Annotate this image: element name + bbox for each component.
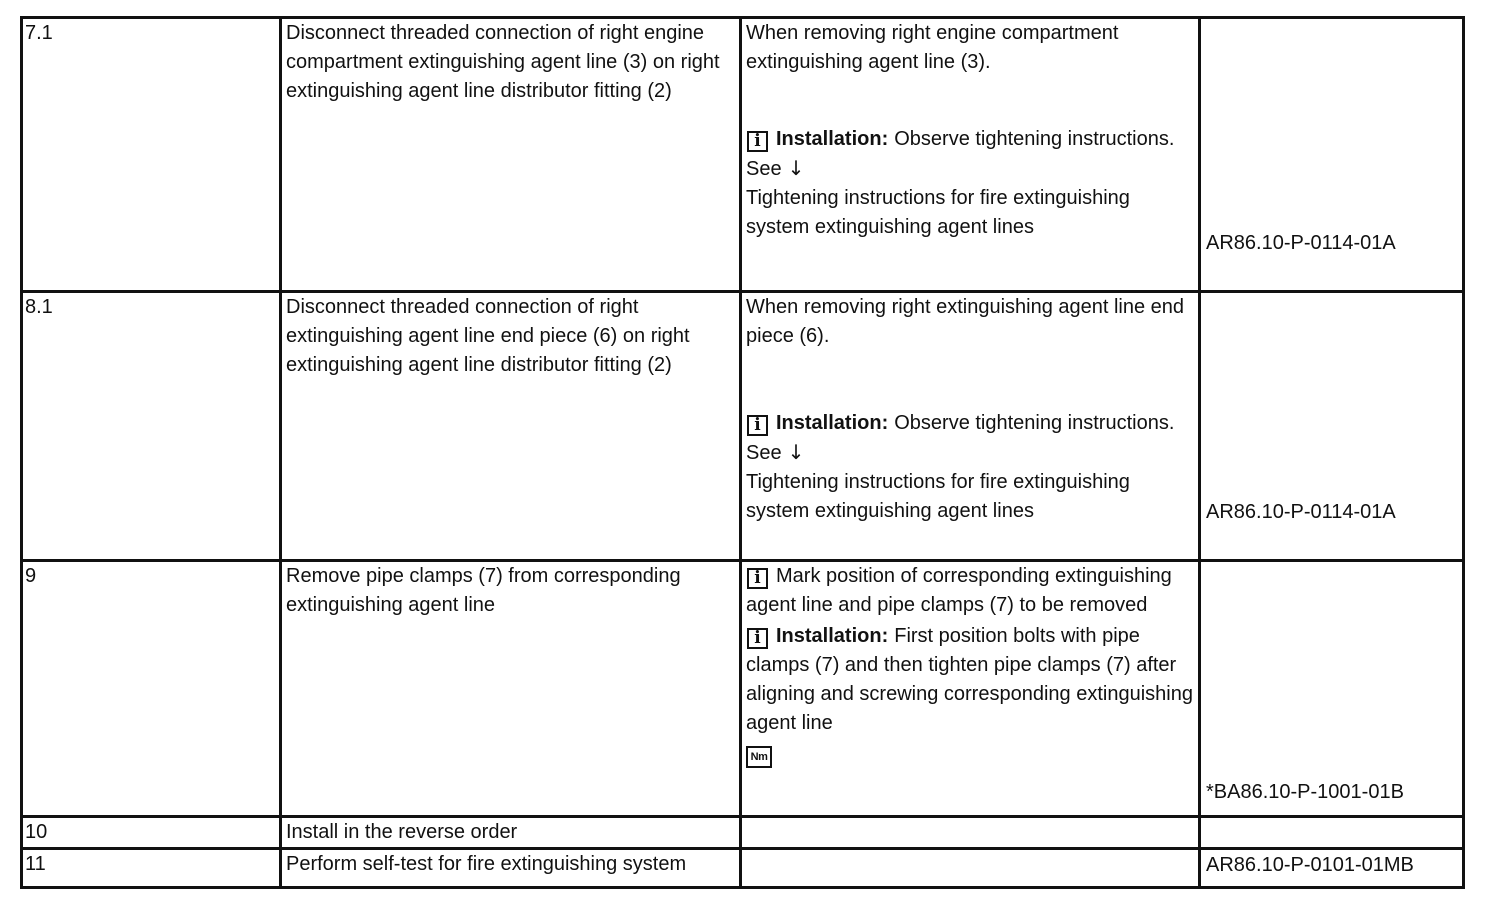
see-reference [746,154,1196,184]
reference-cell [1200,817,1464,849]
step-action: Remove pipe clamps (7) from corresponding extinguishing agent line [281,561,741,817]
reference-cell [1200,561,1464,817]
table-row [22,292,1464,561]
document-reference-link[interactable]: AR86.10-P-0101-01MB [1206,854,1414,876]
info-icon: i [747,628,768,649]
arrow-down-icon: ↓ [787,156,805,180]
document-reference-link[interactable]: *BA86.10-P-1001-01B [1206,781,1404,803]
installation-label: Installation: [776,625,889,647]
info-icon: i [747,131,768,152]
table-row [22,561,1464,817]
note-intro [746,562,1196,620]
document-reference-link[interactable]: AR86.10-P-0114-01A [1206,232,1396,254]
table-row [22,817,1464,849]
installation-label: Installation: [776,412,889,434]
see-text: Tightening instructions for fire extinguishing system extinguishing agent lines [746,471,1130,522]
step-notes [741,849,1200,888]
torque-note [746,738,1196,768]
table-row [22,849,1464,888]
procedure-table [20,16,1465,889]
step-number: 8.1 [22,292,281,561]
see-reference [746,438,1196,468]
installation-text: Observe tightening instructions. [894,412,1175,434]
table-row [22,18,1464,292]
step-number: 9 [22,561,281,817]
info-icon: i [747,415,768,436]
info-icon: i [747,568,768,589]
installation-note [746,622,1196,738]
torque-nm-icon: Nm [746,746,772,768]
reference-cell [1200,849,1464,888]
note-intro: When removing right engine compartment extinguishing agent line (3). [746,22,1119,73]
installation-text: First position bolts with pipe clamps (7) and then tighten pipe clamps (7) after aligning and screwing corresponding extinguishing agent line [746,625,1193,734]
note-intro: When removing right extinguishing agent line end piece (6). [746,296,1185,347]
reference-cell [1200,292,1464,561]
step-action: Install in the reverse order [281,817,741,849]
step-notes [741,817,1200,849]
see-text: Tightening instructions for fire extinguishing system extinguishing agent lines [746,187,1130,238]
step-action: Perform self-test for fire extinguishing system [281,849,741,888]
step-notes [741,292,1200,561]
note-intro-text: Mark position of corresponding extinguishing agent line and pipe clamps (7) to be removed [746,565,1172,616]
installation-note [746,409,1196,438]
step-notes [741,18,1200,292]
installation-text: Observe tightening instructions. [894,128,1175,150]
see-label: See [746,442,782,464]
step-number: 10 [22,817,281,849]
step-number: 7.1 [22,18,281,292]
installation-label: Installation: [776,128,889,150]
reference-cell [1200,18,1464,292]
document-reference-link[interactable]: AR86.10-P-0114-01A [1206,501,1396,523]
step-number: 11 [22,849,281,888]
step-action: Disconnect threaded connection of right extinguishing agent line end piece (6) on right extinguishing agent line distributor fitting (2) [281,292,741,561]
installation-note [746,125,1196,154]
step-notes [741,561,1200,817]
see-label: See [746,158,782,180]
arrow-down-icon: ↓ [787,440,805,464]
step-action: Disconnect threaded connection of right engine compartment extinguishing agent line (3) on right extinguishing agent line distributor fitting (2) [281,18,741,292]
